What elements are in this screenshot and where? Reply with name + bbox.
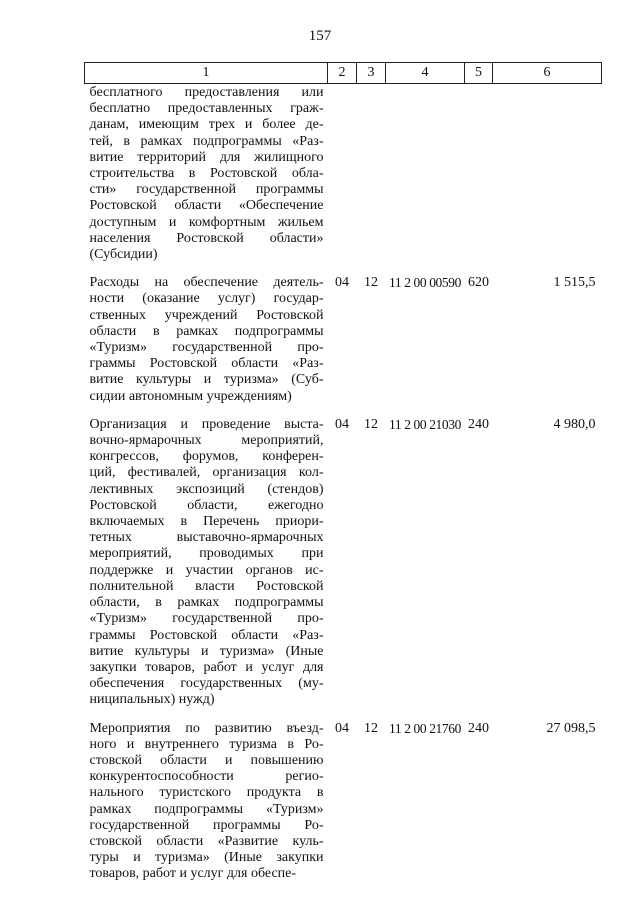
description-line: обеспечения государственных (му-	[89, 676, 324, 692]
description-line: нального туристского продукта в	[89, 785, 324, 801]
description-line: Ростовской области, ежегодно	[89, 497, 324, 513]
description-line: ниципальных) нужд)	[89, 692, 215, 708]
target-article-code: 11 2 00 00590	[389, 275, 461, 291]
target-article-code	[386, 84, 465, 270]
table-row	[85, 269, 602, 411]
expense-type-code: 240	[468, 416, 489, 432]
budget-table	[84, 62, 602, 889]
description-line: товаров, работ и услуг для обеспе-	[89, 866, 297, 882]
amount	[493, 84, 602, 270]
header-cell-3: 3	[357, 63, 386, 84]
header-cell-1: 1	[85, 63, 328, 84]
header-cell-6: 6	[493, 63, 602, 84]
description-line: граммы Ростовской области «Раз-	[89, 627, 324, 643]
header-cell-4: 4	[386, 63, 465, 84]
description-line: населения Ростовской области»	[89, 230, 324, 246]
section-code: 04	[335, 275, 349, 291]
description-line: бесплатно предоставленных граж-	[89, 101, 324, 117]
description-line: включаемых в Перечень приори-	[89, 514, 324, 530]
table-row	[85, 411, 602, 715]
page-number: 157	[308, 28, 332, 44]
description-line: витие культуры и туризма» (Суб-	[89, 372, 324, 388]
table-header	[85, 63, 602, 84]
header-cell-2: 2	[328, 63, 357, 84]
description-line: (Субсидии)	[89, 247, 158, 263]
description-line: стовской области и повышению	[89, 752, 324, 768]
subsection-code	[357, 84, 386, 270]
description-line: доступным и комфортным жильем	[89, 214, 324, 230]
description-line: поддержке и участии органов ис-	[89, 562, 324, 578]
description-line: закупки товаров, работ и услуг для	[89, 659, 324, 675]
table-row	[85, 715, 602, 889]
description-line: строительства в Ростовской обла-	[89, 166, 324, 182]
description-line: лективных экспозиций (стендов)	[89, 481, 324, 497]
description-line: витие территорий для жилищного	[89, 149, 324, 165]
description-line: бесплатного предоставления или	[89, 85, 324, 100]
description-line: мероприятий, проводимых при	[89, 546, 324, 562]
amount: 1 515,5	[553, 275, 596, 291]
table-row	[85, 84, 602, 270]
description-line: ственных учреждений Ростовской	[89, 307, 324, 323]
subsection-code: 12	[364, 275, 378, 291]
subsection-code: 12	[364, 720, 378, 736]
description-line: стовской области «Развитие куль-	[89, 833, 324, 849]
table-body	[85, 84, 602, 889]
section-code: 04	[335, 416, 349, 432]
description-line: Организация и проведение выста-	[89, 416, 324, 432]
target-article-code: 11 2 00 21760	[389, 720, 461, 736]
description-line: сти» государственной программы	[89, 182, 324, 198]
description-line: тетных выставочно-ярмарочных	[89, 530, 324, 546]
section-code	[328, 84, 357, 270]
description-line: «Туризм» государственной про-	[89, 611, 324, 627]
expense-type-code: 240	[468, 720, 489, 736]
row-description	[85, 269, 328, 411]
description-line: «Туризм» государственной про-	[89, 340, 324, 356]
description-line: ций, фестивалей, организация кол-	[89, 465, 324, 481]
description-line: ного и внутреннего туризма в Ро-	[89, 736, 324, 752]
subsection-code: 12	[364, 416, 378, 432]
description-line: ности (оказание услуг) государ-	[89, 291, 324, 307]
row-description	[85, 84, 328, 270]
description-line: туры и туризма» (Иные закупки	[89, 850, 324, 866]
description-line: граммы Ростовской области «Раз-	[89, 356, 324, 372]
description-line: государственной программы Ро-	[89, 817, 324, 833]
description-line: Ростовской области «Обеспечение	[89, 198, 324, 214]
header-row	[85, 63, 602, 84]
description-line: области, в рамках подпрограммы	[89, 595, 324, 611]
row-description	[85, 715, 328, 889]
description-line: рамках подпрограммы «Туризм»	[89, 801, 324, 817]
amount: 4 980,0	[553, 416, 596, 432]
amount: 27 098,5	[546, 720, 596, 736]
target-article-code: 11 2 00 21030	[389, 416, 461, 432]
description-line: витие культуры и туризма» (Иные	[89, 643, 324, 659]
description-line: данам, имеющим трех и более де-	[89, 117, 324, 133]
description-line: Мероприятия по развитию въезд-	[89, 720, 324, 736]
section-code: 04	[335, 720, 349, 736]
description-line: Расходы на обеспечение деятель-	[89, 275, 324, 291]
description-line: конкурентоспособности регио-	[89, 769, 324, 785]
description-line: конгрессов, форумов, конферен-	[89, 449, 324, 465]
header-cell-5: 5	[465, 63, 493, 84]
expense-type-code: 620	[468, 275, 489, 291]
description-line: тей, в рамках подпрограммы «Раз-	[89, 133, 324, 149]
description-line: вочно-ярмарочных мероприятий,	[89, 433, 324, 449]
expense-type-code	[465, 84, 493, 270]
description-line: сидии автономным учреждениям)	[89, 388, 292, 404]
row-description	[85, 411, 328, 715]
description-line: области в рамках подпрограммы	[89, 323, 324, 339]
description-line: полнительной власти Ростовской	[89, 578, 324, 594]
